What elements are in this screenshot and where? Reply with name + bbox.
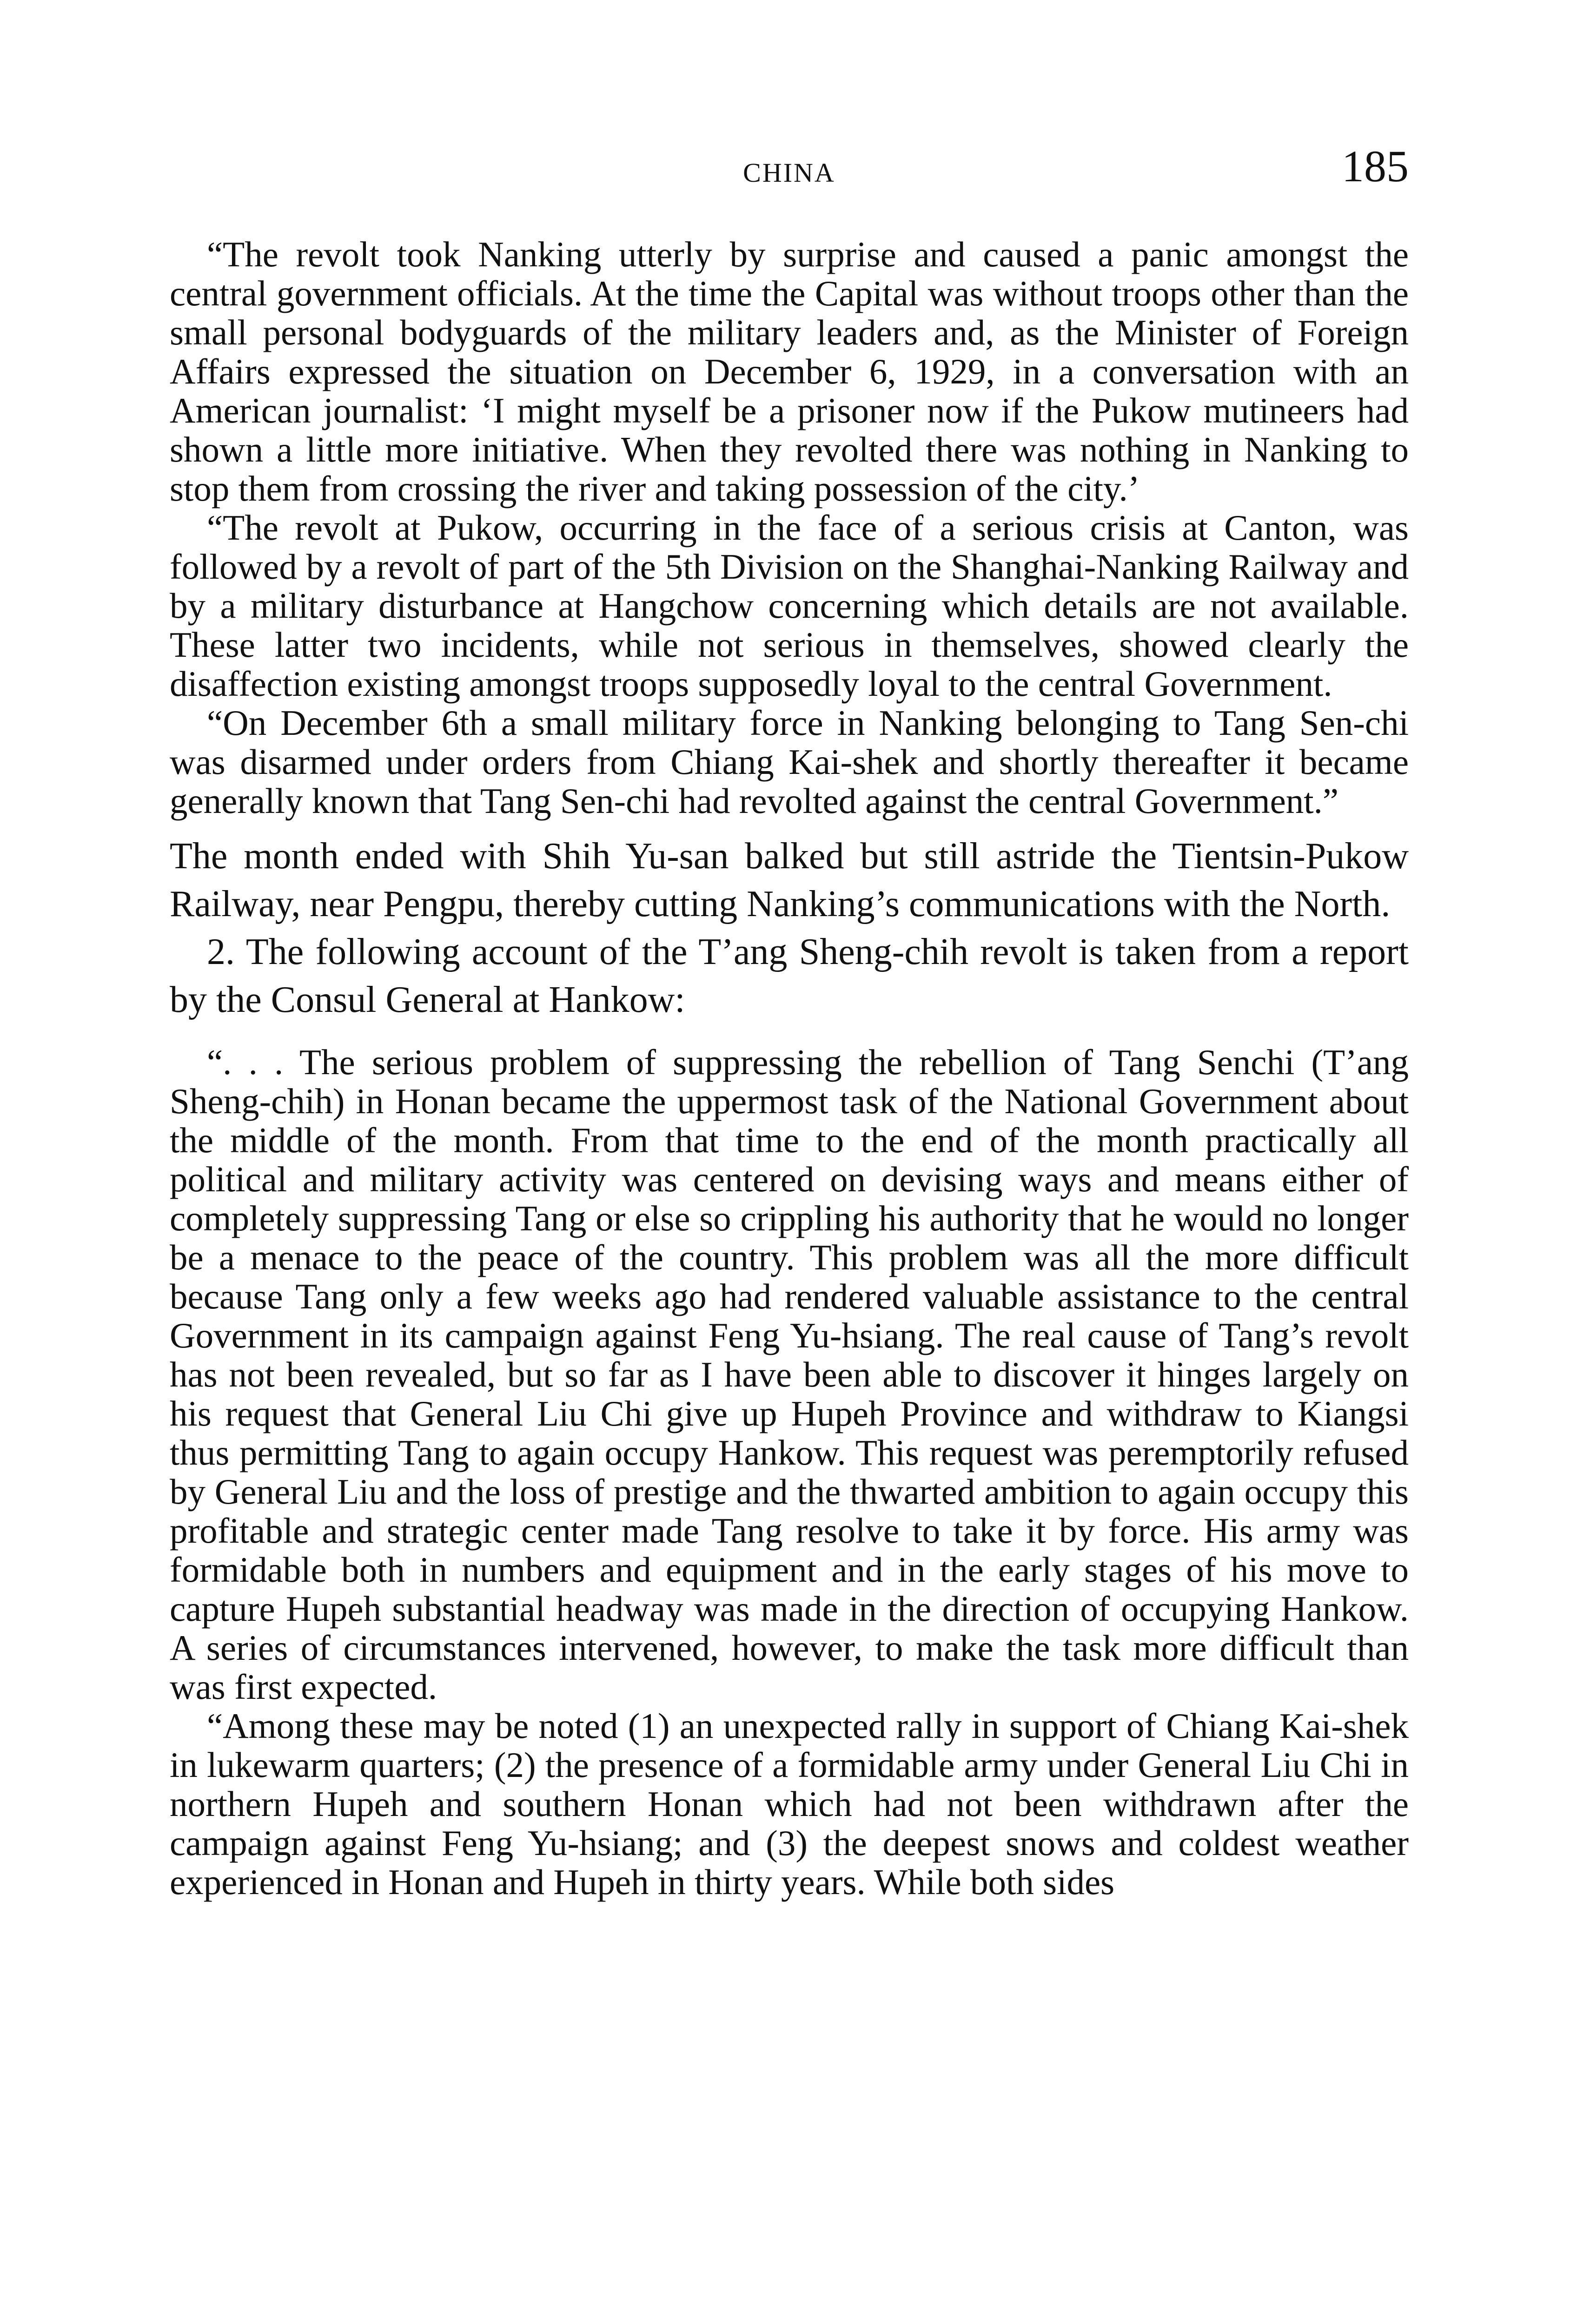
narrative-paragraph: The month ended with Shih Yu-san balked but still astride the Tientsin-Pukow Railway, near Pengpu, thereby cutting Nanking’s communications with the North.	[170, 836, 1409, 924]
section-title: CHINA	[743, 158, 835, 188]
quote-paragraph: “. . . The serious problem of suppressing the rebellion of Tang Senchi (T’ang Sheng-chih) in Honan became the uppermost task of the National Government about the middle of the month. From that time to the end of the month practically all political and military activity was centered on devising ways and means either of completely suppressing Tang or else so crippling his authority that he would no longer be a menace to the peace of the country. This problem was all the more difficult because Tang only a few weeks ago had rendered valuable assistance to the central Government in its campaign against Feng Yu-hsiang. The real cause of Tang’s revolt has not been revealed, but so far as I have been able to discover it hinges largely on his request that General Liu Chi give up Hupeh Province and withdraw to Kiangsi thus permitting Tang to again occupy Hankow. This request was peremptorily refused by General Liu and the loss of prestige and the thwarted ambition to again occupy this profitable and strategic center made Tang resolve to take it by force. His army was formidable both in numbers and equipment and in the early stages of his move to capture Hupeh substantial headway was made in the direction of occupying Hankow. A series of circumstances intervened, however, to make the task more difficult than was first expected.	[170, 1042, 1409, 1707]
quote-paragraph: “The revolt took Nanking utterly by surprise and caused a panic amongst the central government officials. At the time the Capital was without troops other than the small personal bodyguards of the military leaders and, as the Minister of Foreign Affairs expressed the situation on December 6, 1929, in a conversation with an American journalist: ‘I might myself be a prisoner now if the Pukow mutineers had shown a little more initiative. When they revolted there was nothing in Nanking to stop them from crossing the river and taking possession of the city.’	[170, 234, 1409, 508]
quoted-report-2	[170, 1043, 1409, 1901]
quote-paragraph: “Among these may be noted (1) an unexpected rally in support of Chiang Kai-shek in lukewarm quarters; (2) the presence of a formidable army under General Liu Chi in northern Hupeh and southern Honan which had not been withdrawn after the campaign against Feng Yu-hsiang; and (3) the deepest snows and coldest weather experienced in Honan and Hupeh in thirty years. While both sides	[170, 1706, 1409, 1902]
quote-paragraph: “On December 6th a small military force in Nanking belonging to Tang Sen-chi was disarmed under orders from Chiang Kai-shek and shortly thereafter it became generally known that Tang Sen-chi had revolted against the central Government.”	[170, 703, 1409, 821]
body-text	[170, 235, 1409, 1901]
running-head	[170, 141, 1409, 195]
quoted-report-1	[170, 235, 1409, 820]
quote-paragraph: “The revolt at Pukow, occurring in the face of a serious crisis at Canton, was followed by a revolt of part of the 5th Division on the Shanghai-Nanking Railway and by a military disturbance at Hangchow concerning which details are not available. These latter two incidents, while not serious in themselves, showed clearly the disaffection existing amongst troops supposedly loyal to the central Government.	[170, 508, 1409, 704]
page-number: 185	[1342, 141, 1409, 191]
narrative-paragraph: 2. The following account of the T’ang Sheng-chih revolt is taken from a report by the Consul General at Hankow:	[170, 931, 1409, 1020]
narrative-text	[170, 832, 1409, 1024]
